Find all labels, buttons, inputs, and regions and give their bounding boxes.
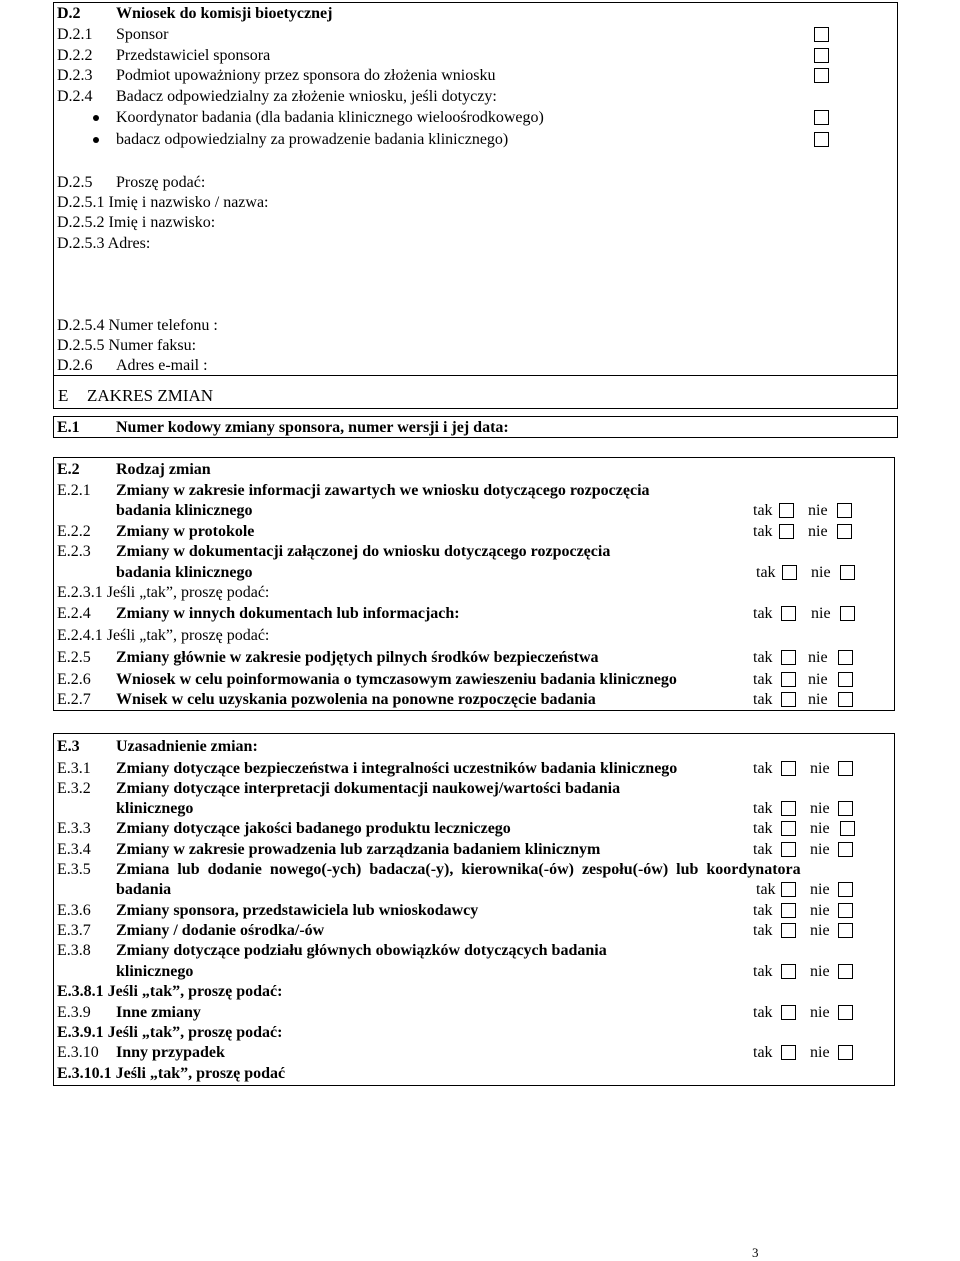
e35-tak-label: tak [756, 881, 776, 898]
d22-label: Przedstawiciel sponsora [116, 47, 271, 64]
e26-num: E.2.6 [57, 671, 91, 688]
e37-tak-label: tak [753, 922, 773, 939]
e39-nie-label: nie [810, 1004, 830, 1021]
e25-label: Zmiany głównie w zakresie podjętych pilnych środków bezpieczeństwa [116, 649, 599, 666]
e33-tak-label: tak [753, 820, 773, 837]
e24-label: Zmiany w innych dokumentach lub informacjach: [116, 605, 460, 622]
d2-title: Wniosek do komisji bioetycznej [116, 5, 333, 22]
e31-nie-checkbox[interactable] [838, 761, 853, 776]
section-e-title: ZAKRES ZMIAN [87, 386, 214, 405]
e22-tak-checkbox[interactable] [779, 524, 794, 539]
e36-nie-checkbox[interactable] [838, 903, 853, 918]
e32-tak-label: tak [753, 800, 773, 817]
e32-num: E.3.2 [57, 780, 91, 797]
e35-label-line2: badania [116, 881, 172, 898]
e34-tak-checkbox[interactable] [781, 842, 796, 857]
e33-nie-checkbox[interactable] [840, 821, 855, 836]
e32-nie-label: nie [810, 800, 830, 817]
e3-num: E.3 [57, 738, 80, 755]
e3101-prompt: E.3.10.1 Jeśli „tak”, proszę podać [57, 1065, 286, 1082]
e33-tak-checkbox[interactable] [781, 821, 796, 836]
d24-num: D.2.4 [57, 88, 93, 105]
e31-num: E.3.1 [57, 760, 91, 777]
e35-nie-label: nie [810, 881, 830, 898]
e310-tak-checkbox[interactable] [781, 1045, 796, 1060]
bullet-icon [93, 137, 99, 143]
e310-label: Inny przypadek [116, 1044, 225, 1061]
e36-label: Zmiany sponsora, przedstawiciela lub wnioskodawcy [116, 902, 479, 919]
e21-tak-checkbox[interactable] [779, 503, 794, 518]
e31-tak-label: tak [753, 760, 773, 777]
e35-label-line1: Zmiana lub dodanie nowego(-ych) badacza(-y), kierownika(-ów) zespołu(-ów) lub koordynatora [116, 861, 801, 878]
d24-coordinator-checkbox[interactable] [814, 110, 829, 125]
e310-tak-label: tak [753, 1044, 773, 1061]
e310-nie-label: nie [810, 1044, 830, 1061]
e34-num: E.3.4 [57, 841, 91, 858]
e27-label: Wnisek w celu uzyskania pozwolenia na ponowne rozpoczęcie badania [116, 691, 596, 708]
d21-num: D.2.1 [57, 26, 93, 43]
e22-label: Zmiany w protokole [116, 523, 255, 540]
e39-label: Inne zmiany [116, 1004, 201, 1021]
e38-tak-checkbox[interactable] [781, 964, 796, 979]
d22-checkbox[interactable] [814, 48, 829, 63]
e310-nie-checkbox[interactable] [838, 1045, 853, 1060]
e21-label-line1: Zmiany w zakresie informacji zawartych we wniosku dotyczącego rozpoczęcia [116, 482, 650, 499]
d252-field-label: D.2.5.2 Imię i nazwisko: [57, 214, 216, 231]
e241-prompt: E.2.4.1 Jeśli „tak”, proszę podać: [57, 627, 270, 644]
e21-nie-label: nie [808, 502, 828, 519]
d23-checkbox[interactable] [814, 68, 829, 83]
e37-nie-label: nie [810, 922, 830, 939]
e3-label: Uzasadnienie zmian: [116, 738, 258, 755]
e31-tak-checkbox[interactable] [781, 761, 796, 776]
e26-nie-checkbox[interactable] [838, 672, 853, 687]
e25-nie-checkbox[interactable] [838, 650, 853, 665]
section-e-letter: E [58, 386, 69, 405]
e24-nie-checkbox[interactable] [840, 606, 855, 621]
e32-tak-checkbox[interactable] [781, 801, 796, 816]
e22-tak-label: tak [753, 523, 773, 540]
e22-nie-label: nie [808, 523, 828, 540]
e24-tak-label: tak [753, 605, 773, 622]
e26-tak-label: tak [753, 671, 773, 688]
e32-label-line2: klinicznego [116, 800, 194, 817]
e36-tak-label: tak [753, 902, 773, 919]
e37-tak-checkbox[interactable] [781, 923, 796, 938]
e23-nie-label: nie [811, 564, 831, 581]
e24-nie-label: nie [811, 605, 831, 622]
e26-tak-checkbox[interactable] [781, 672, 796, 687]
e21-nie-checkbox[interactable] [837, 503, 852, 518]
e27-tak-checkbox[interactable] [781, 692, 796, 707]
e39-tak-label: tak [753, 1004, 773, 1021]
page-number: 3 [752, 1245, 759, 1260]
e2-label: Rodzaj zmian [116, 461, 211, 478]
e38-nie-checkbox[interactable] [838, 964, 853, 979]
e34-label: Zmiany w zakresie prowadzenia lub zarządzania badaniem klinicznym [116, 841, 601, 858]
e21-label-line2: badania klinicznego [116, 502, 253, 519]
e2-num: E.2 [57, 461, 80, 478]
e39-tak-checkbox[interactable] [781, 1005, 796, 1020]
e31-label: Zmiany dotyczące bezpieczeństwa i integralności uczestników badania klinicznego [116, 760, 678, 777]
e26-label: Wniosek w celu poinformowania o tymczasowym zawieszeniu badania klinicznego [116, 671, 677, 688]
e33-label: Zmiany dotyczące jakości badanego produktu leczniczego [116, 820, 511, 837]
d255-field-label: D.2.5.5 Numer faksu: [57, 337, 197, 354]
d2-num: D.2 [57, 5, 81, 22]
d25-num: D.2.5 [57, 174, 93, 191]
e33-num: E.3.3 [57, 820, 91, 837]
e1-label: Numer kodowy zmiany sponsora, numer wersji i jej data: [116, 419, 509, 436]
e23-num: E.2.3 [57, 543, 91, 560]
e23-label-line2: badania klinicznego [116, 564, 253, 581]
e27-nie-checkbox[interactable] [838, 692, 853, 707]
d24-option-coordinator: Koordynator badania (dla badania klinicznego wieloośrodkowego) [116, 109, 544, 126]
e25-nie-label: nie [808, 649, 828, 666]
e23-tak-checkbox[interactable] [782, 565, 797, 580]
e32-nie-checkbox[interactable] [838, 801, 853, 816]
e24-num: E.2.4 [57, 605, 91, 622]
e26-nie-label: nie [808, 671, 828, 688]
e38-num: E.3.8 [57, 942, 91, 959]
e1-num: E.1 [57, 419, 80, 436]
e23-tak-label: tak [756, 564, 776, 581]
e25-num: E.2.5 [57, 649, 91, 666]
e34-nie-checkbox[interactable] [838, 842, 853, 857]
bullet-icon [93, 115, 99, 121]
e35-tak-checkbox[interactable] [781, 882, 796, 897]
d254-field-label: D.2.5.4 Numer telefonu : [57, 317, 218, 334]
e38-label-line1: Zmiany dotyczące podziału głównych obowiązków dotyczących badania [116, 942, 607, 959]
d22-num: D.2.2 [57, 47, 93, 64]
d24-option-investigator: badacz odpowiedzialny za prowadzenie badania klinicznego) [116, 131, 509, 148]
e36-tak-checkbox[interactable] [781, 903, 796, 918]
e33-nie-label: nie [810, 820, 830, 837]
e35-num: E.3.5 [57, 861, 91, 878]
d23-num: D.2.3 [57, 67, 93, 84]
d23-label: Podmiot upoważniony przez sponsora do złożenia wniosku [116, 67, 496, 84]
e36-num: E.3.6 [57, 902, 91, 919]
e32-label-line1: Zmiany dotyczące interpretacji dokumentacji naukowej/wartości badania [116, 780, 621, 797]
e38-label-line2: klinicznego [116, 963, 194, 980]
e38-tak-label: tak [753, 963, 773, 980]
e27-num: E.2.7 [57, 691, 91, 708]
e21-tak-label: tak [753, 502, 773, 519]
e39-num: E.3.9 [57, 1004, 91, 1021]
e39-nie-checkbox[interactable] [838, 1005, 853, 1020]
e391-prompt: E.3.9.1 Jeśli „tak”, proszę podać: [57, 1024, 283, 1041]
e381-prompt: E.3.8.1 Jeśli „tak”, proszę podać: [57, 983, 283, 1000]
d26-num: D.2.6 [57, 357, 93, 374]
e24-tak-checkbox[interactable] [781, 606, 796, 621]
e21-num: E.2.1 [57, 482, 91, 499]
d253-field-label: D.2.5.3 Adres: [57, 235, 151, 252]
e231-prompt: E.2.3.1 Jeśli „tak”, proszę podać: [57, 584, 270, 601]
d26-label: Adres e-mail : [116, 357, 208, 374]
d251-field-label: D.2.5.1 Imię i nazwisko / nazwa: [57, 194, 269, 211]
e37-label: Zmiany / dodanie ośrodka/-ów [116, 922, 325, 939]
e37-nie-checkbox[interactable] [838, 923, 853, 938]
d21-checkbox[interactable] [814, 27, 829, 42]
e23-label-line1: Zmiany w dokumentacji załączonej do wniosku dotyczącego rozpoczęcia [116, 543, 611, 560]
e25-tak-checkbox[interactable] [781, 650, 796, 665]
d24-investigator-checkbox[interactable] [814, 132, 829, 147]
e36-nie-label: nie [810, 902, 830, 919]
e27-tak-label: tak [753, 691, 773, 708]
d25-label: Proszę podać: [116, 174, 206, 191]
d24-label: Badacz odpowiedzialny za złożenie wniosku, jeśli dotyczy: [116, 88, 497, 105]
e34-tak-label: tak [753, 841, 773, 858]
e23-nie-checkbox[interactable] [840, 565, 855, 580]
d21-label: Sponsor [116, 26, 169, 43]
e22-nie-checkbox[interactable] [837, 524, 852, 539]
e25-tak-label: tak [753, 649, 773, 666]
e27-nie-label: nie [808, 691, 828, 708]
e37-num: E.3.7 [57, 922, 91, 939]
e34-nie-label: nie [810, 841, 830, 858]
e35-nie-checkbox[interactable] [838, 882, 853, 897]
e310-num: E.3.10 [57, 1044, 99, 1061]
e22-num: E.2.2 [57, 523, 91, 540]
e31-nie-label: nie [810, 760, 830, 777]
e38-nie-label: nie [810, 963, 830, 980]
